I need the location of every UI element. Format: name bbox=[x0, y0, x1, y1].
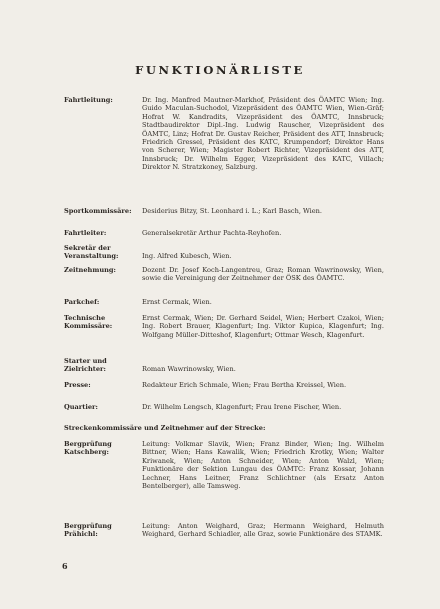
entry-text: Dr. Wilhelm Lengsch, Klagenfurt; Frau Irene Fischer, Wien. bbox=[142, 403, 342, 411]
entry-label: Presse: bbox=[64, 381, 91, 389]
entry-label: Bergprüfung Prähichl: bbox=[64, 522, 112, 539]
entry-label: Parkchef: bbox=[64, 298, 100, 306]
entry-text: Roman Wawrinowsky, Wien. bbox=[142, 365, 236, 373]
entry-technische-kommissaere bbox=[64, 314, 384, 339]
entry-bergpruefung-katschberg bbox=[64, 440, 384, 490]
entry-label: Fahrtleiter: bbox=[64, 229, 107, 237]
entry-text: Leitung: Anton Weighard, Graz; Hermann Weighard, Helmuth Weighard, Gerhard Schiadler, alle Graz, sowie Funktionäre des STAMK. bbox=[142, 522, 384, 539]
entry-text: Generalsekretär Arthur Pachta-Reyhofen. bbox=[142, 229, 282, 237]
entry-text: Dr. Ing. Manfred Mautner-Markhof, Präsident des ÖAMTC Wien; Ing. Guido Maculan-Suchodol, Vizepräsident des ÖAMTC Wien, Wien-Gräf; Hofrat W. Kandradits, Vizepräsident des ÖAMTC, Innsbruck; Stadtbaudirektor Dipl.-Ing. Ludwig Rauscher, Vizepräsident des ÖAMTC, Linz; Hofrat Dr. Gustav Reicher, Präsident des ATT, Innsbruck; Friedrich Gressel, Präsident des KATC, Krumpendorf; Direktor Hans von Scherer, Wien; Magister Robert Richter, Vizepräsident des ATT, Innsbruck; Dr. Wilhelm Egger, Vizepräsident des KATC, Villach; Direktor N. Stratzkoney, Salzburg. bbox=[142, 96, 384, 172]
entry-parkchef bbox=[64, 298, 384, 306]
entry-label: Fahrtleitung: bbox=[64, 96, 113, 104]
entry-label: Starter und Zielrichter: bbox=[64, 357, 107, 374]
entry-presse bbox=[64, 381, 384, 389]
page-title: FUNKTIONÄRLISTE bbox=[135, 63, 305, 77]
section-heading-strecke: Streckenkommissäre und Zeitnehmer auf der Strecke: bbox=[64, 424, 266, 432]
entry-starter bbox=[64, 357, 384, 374]
entry-fahrtleitung bbox=[64, 96, 384, 172]
entry-text: Ernst Cermak, Wien. bbox=[142, 298, 212, 306]
entry-label: Quartier: bbox=[64, 403, 98, 411]
entry-sportkommissaere bbox=[64, 207, 384, 215]
entry-text: Ernst Cermak, Wien; Dr. Gerhard Seidel, Wien; Herbert Czakoi, Wien; Ing. Robert Brauer, Klagenfurt; Ing. Viktor Kupica, Klagenfurt; Ing. Wolfgang Müller-Ditteshof, Klagenfurt; Ottmar Wesch, Klagenfurt. bbox=[142, 314, 384, 339]
entry-bergpruefung-praehichl bbox=[64, 522, 384, 539]
entry-label: Bergprüfung Katschberg: bbox=[64, 440, 112, 457]
entry-text: Leitung: Volkmar Slavik, Wien; Franz Binder, Wien; Ing. Wilhelm Bittner, Wien; Hans Kawalik, Wien; Friedrich Krotky, Wien; Walter Kriwanek, Wien; Anton Schneider, Wien; Anton Walzl, Wien; Funktionäre der Sektion Lungau des ÖAMTC: Franz Kossar, Johann Lechner, Hans Leitner, Franz Schlichtner (als Ersatz Anton Bentelberger), alle Tamsweg. bbox=[142, 440, 384, 491]
entry-quartier bbox=[64, 403, 384, 411]
entry-fahrtleiter bbox=[64, 229, 384, 237]
entry-text: Desiderius Bitzy, St. Leonhard i. L.; Karl Basch, Wien. bbox=[142, 207, 323, 215]
entry-zeitnehmung bbox=[64, 266, 384, 283]
entry-text: Dozent Dr. Josef Koch-Langentreu, Graz; Roman Wawrinowsky, Wien, sowie die Vereinigung der Zeitnehmer der ÖSK des ÖAMTC. bbox=[142, 266, 384, 283]
entry-label: Sportkommissäre: bbox=[64, 207, 132, 215]
entry-text: Redakteur Erich Schmale, Wien; Frau Bertha Kreissel, Wien. bbox=[142, 381, 347, 389]
entry-label: Technische Kommissäre: bbox=[64, 314, 113, 331]
entry-label: Sekretär der Veranstaltung: bbox=[64, 244, 119, 261]
entry-sekretaer bbox=[64, 244, 384, 261]
page-number: 6 bbox=[62, 561, 68, 571]
entry-label: Zeitnehmung: bbox=[64, 266, 116, 274]
entry-text: Ing. Alfred Kubesch, Wien. bbox=[142, 252, 232, 260]
